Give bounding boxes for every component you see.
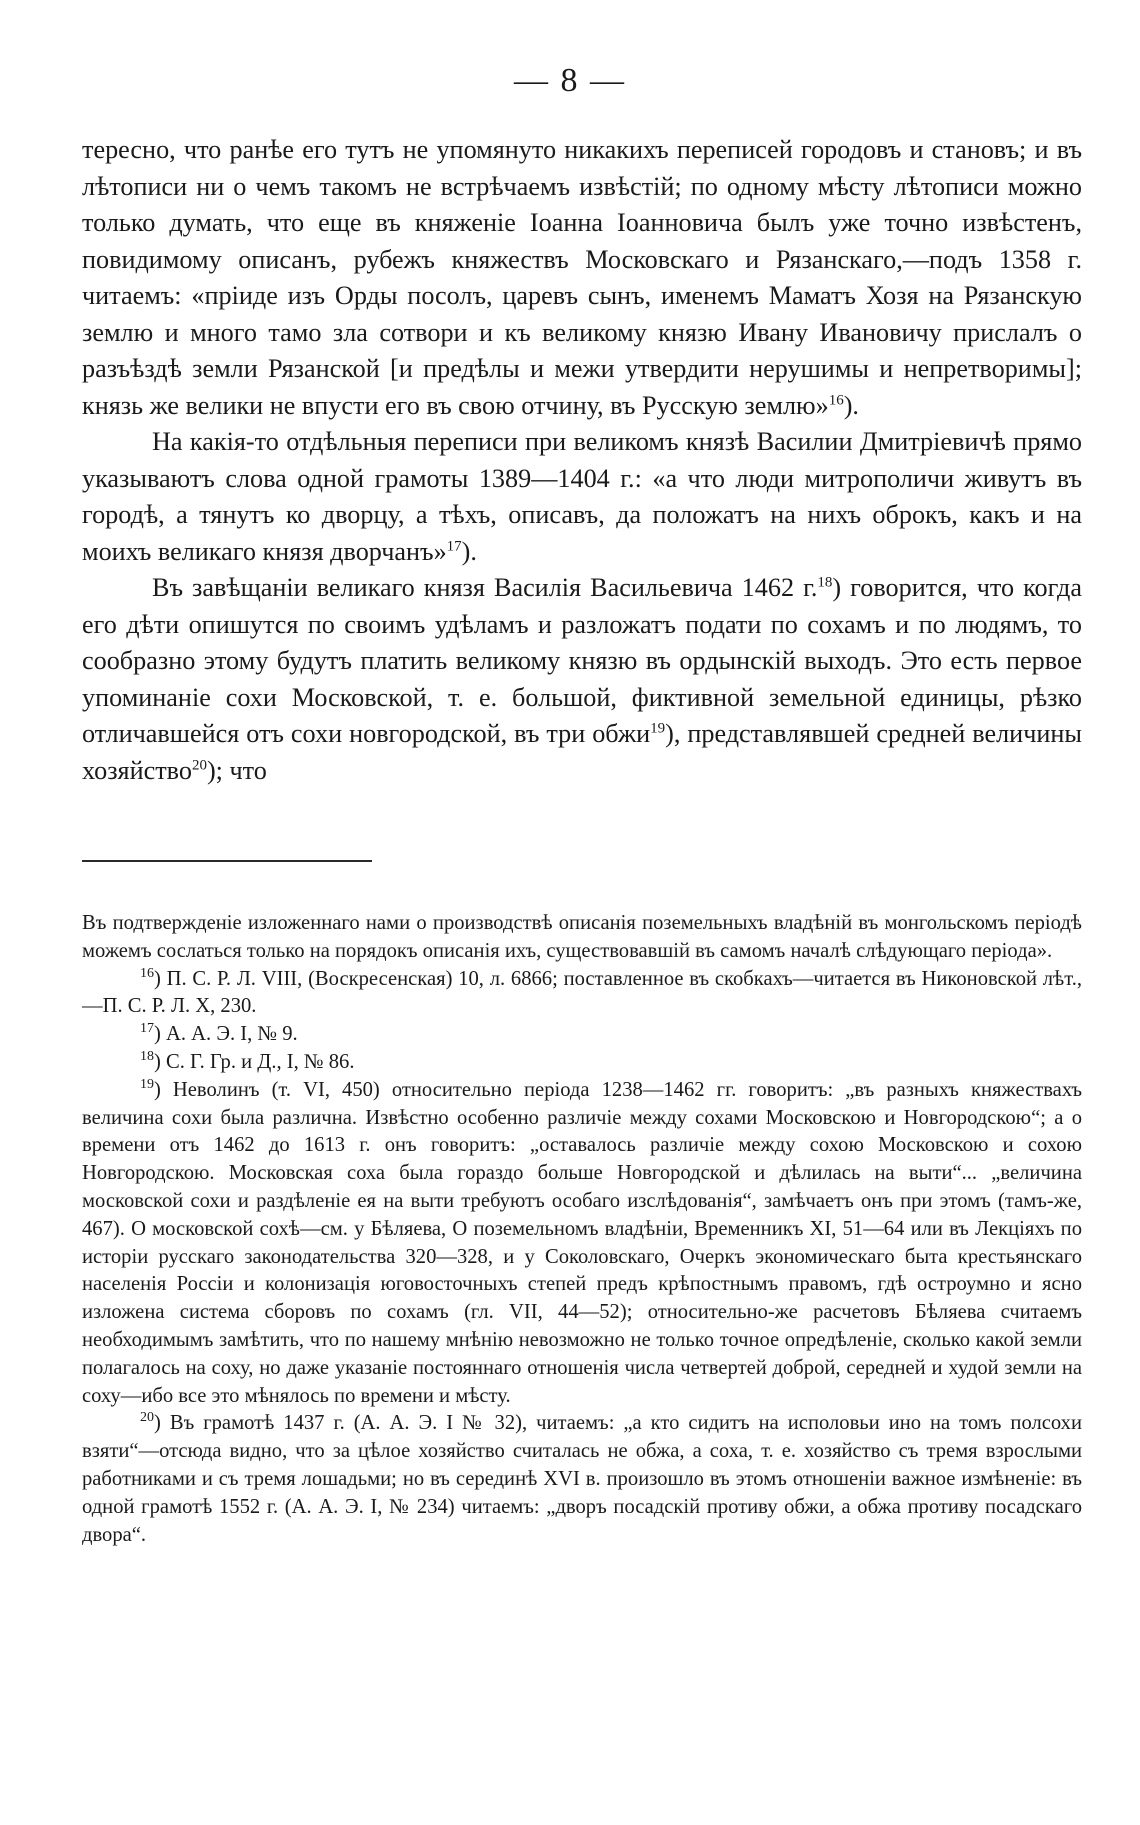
footnote-17 (82, 1021, 1082, 1049)
paragraph-3-text-d: ); что (206, 755, 267, 785)
footnote-number: 17 (140, 1021, 154, 1037)
footnote-number: 19 (140, 1076, 154, 1092)
main-text (82, 132, 1082, 789)
footnote-text: ) С. Г. Гр. и Д., I, № 86. (154, 1050, 355, 1073)
footnote-number: 16 (140, 965, 154, 981)
footnotes (82, 910, 1082, 1549)
footnote-18 (82, 1049, 1082, 1077)
footnote-number: 20 (140, 1410, 154, 1426)
paragraph-1-text-b: ). (843, 390, 859, 420)
paragraph-2-text-b: ). (461, 536, 477, 566)
paragraph-3 (82, 570, 1082, 789)
paragraph-2 (82, 424, 1082, 570)
paragraph-3-text-b: ) говорится, что когда его дѣти опишутся по своимъ удѣламъ и разложатъ подати по сохамъ и по людямъ, то сообразно этому будутъ платить великому князю въ ордынскій выходъ. Это есть первое упоминаніе сохи Московской, т. е. большой, фиктивной земельной единицы, рѣзко отличавшейся отъ сохи новгородской, въ три обжи (82, 573, 1082, 748)
footnote-separator-rule (82, 860, 372, 862)
footnote-16 (82, 966, 1082, 1022)
paragraph-3-text-c: ), представлявшей средней величины хозяйство (82, 719, 1082, 785)
footnote-number: 18 (140, 1049, 154, 1065)
page-number: — 8 — (514, 62, 626, 99)
paragraph-3-text-a: Въ завѣщаніи великаго князя Василія Васильевича 1462 г. (152, 573, 818, 602)
paragraph-1-text-a: тересно, что ранѣе его тутъ не упомянуто никакихъ переписей городовъ и становъ; и въ лѣтописи ни о чемъ такомъ не встрѣчаемъ извѣстій; по одному мѣсту лѣтописи можно только думать, что еще въ княженіе Іоанна Іоанновича былъ уже точно извѣстенъ, повидимому описанъ, рубежъ княжествъ Московскаго и Рязанскаго,—подъ 1358 г. читаемъ: «пріиде изъ Орды посолъ, царевъ сынъ, именемъ Маматъ Хозя на Рязанскую землю и много тамо зла сотвори и къ великому князю Ивану Ивановичу прислалъ о разъѣздѣ земли Рязанской [и предѣлы и межи утвердити нерушимы и непретворимы]; князь же велики не впусти его въ свою отчину, въ Русскую землю» (82, 135, 1082, 420)
footnote-text: ) П. С. Р. Л. VIII, (Воскресенская) 10, л. 6866; поставленное въ скобкахъ—читается въ Никоновской лѣт.,—П. С. Р. Л. X, 230. (82, 967, 1082, 1018)
footnote-19 (82, 1077, 1082, 1411)
footnote-text: ) Въ грамотѣ 1437 г. (А. А. Э. I № 32), читаемъ: „а кто сидитъ на исполовьи ино на томъ полсохи взяти“—отсюда видно, что за цѣлое хозяйство считалась не обжа, а соха, т. е. хозяйство съ тремя взрослыми работниками и съ тремя лошадьми; но въ серединѣ XVI в. произошло въ этомъ отношеніи важное измѣненіе: въ одной грамотѣ 1552 г. (А. А. Э. I, № 234) читаемъ: „дворъ посадскій противу обжи, а обжа противу посадскаго двора“. (82, 1412, 1082, 1546)
paragraph-1 (82, 132, 1082, 424)
footnote-ref-20: 20 (191, 756, 207, 773)
footnote-ref-18: 18 (817, 574, 833, 591)
footnote-text: ) А. А. Э. I, № 9. (154, 1023, 298, 1046)
paragraph-2-text-a: На какія-то отдѣльныя переписи при великомъ князѣ Василии Дмитріевичѣ прямо указываютъ слова одной грамоты 1389—1404 г.: «а что люди митрополичи живутъ въ городѣ, а тянутъ ко дворцу, а тѣхъ, описавъ, да положатъ на нихъ оброкъ, какъ и на моихъ великаго князя дворчанъ» (82, 427, 1082, 566)
footnote-continuation: Въ подтвержденіе изложеннаго нами о производствѣ описанія поземельныхъ владѣній въ монгольскомъ періодѣ можемъ сослаться только на порядокъ описанія ихъ, существовавшій въ самомъ началѣ слѣдующаго періода». (82, 912, 1082, 962)
footnote-20 (82, 1410, 1082, 1549)
footnote-ref-16: 16 (828, 391, 844, 408)
footnote-ref-19: 19 (650, 720, 666, 737)
footnote-text: ) Неволинъ (т. VI, 450) относительно періода 1238—1462 гг. говоритъ: „въ разныхъ княжествахъ величина сохи была различна. Извѣстно особенно различіе между сохами Московскою и Новгородскою“; а о времени отъ 1462 до 1613 г. онъ говоритъ: „оставалось различіе между сохою Московскою и сохою Новгородскою. Московская соха была гораздо больше Новгородской и дѣлилась на выти“... „величина московской сохи и раздѣленіе ея на выти требуютъ особаго изслѣдованія“, замѣчаетъ онъ при этомъ (тамъ-же, 467). О московской сохѣ—см. у Бѣляева, О поземельномъ владѣніи, Временникъ XI, 51—64 или въ Лекціяхъ по исторіи русскаго законодательства 320—328, и у Соколовскаго, Очеркъ экономическаго быта крестьянскаго населенія Россіи и колонизація юговосточныхъ степей предъ крѣпостнымъ правомъ, гдѣ остроумно и ясно изложена система сборовъ по сохамъ (гл. VII, 44—52); относительно-же расчетовъ Бѣляева считаемъ необходимымъ замѣтить, что по нашему мнѣнію невозможно не только точное опредѣленіе, сколько какой земли полагалось на соху, но даже указаніе постояннаго отношенія числа четвертей доброй, середней и худой земли на соху—ибо все это мѣнялось по времени и мѣсту. (82, 1078, 1082, 1407)
footnote-ref-17: 17 (446, 537, 462, 554)
